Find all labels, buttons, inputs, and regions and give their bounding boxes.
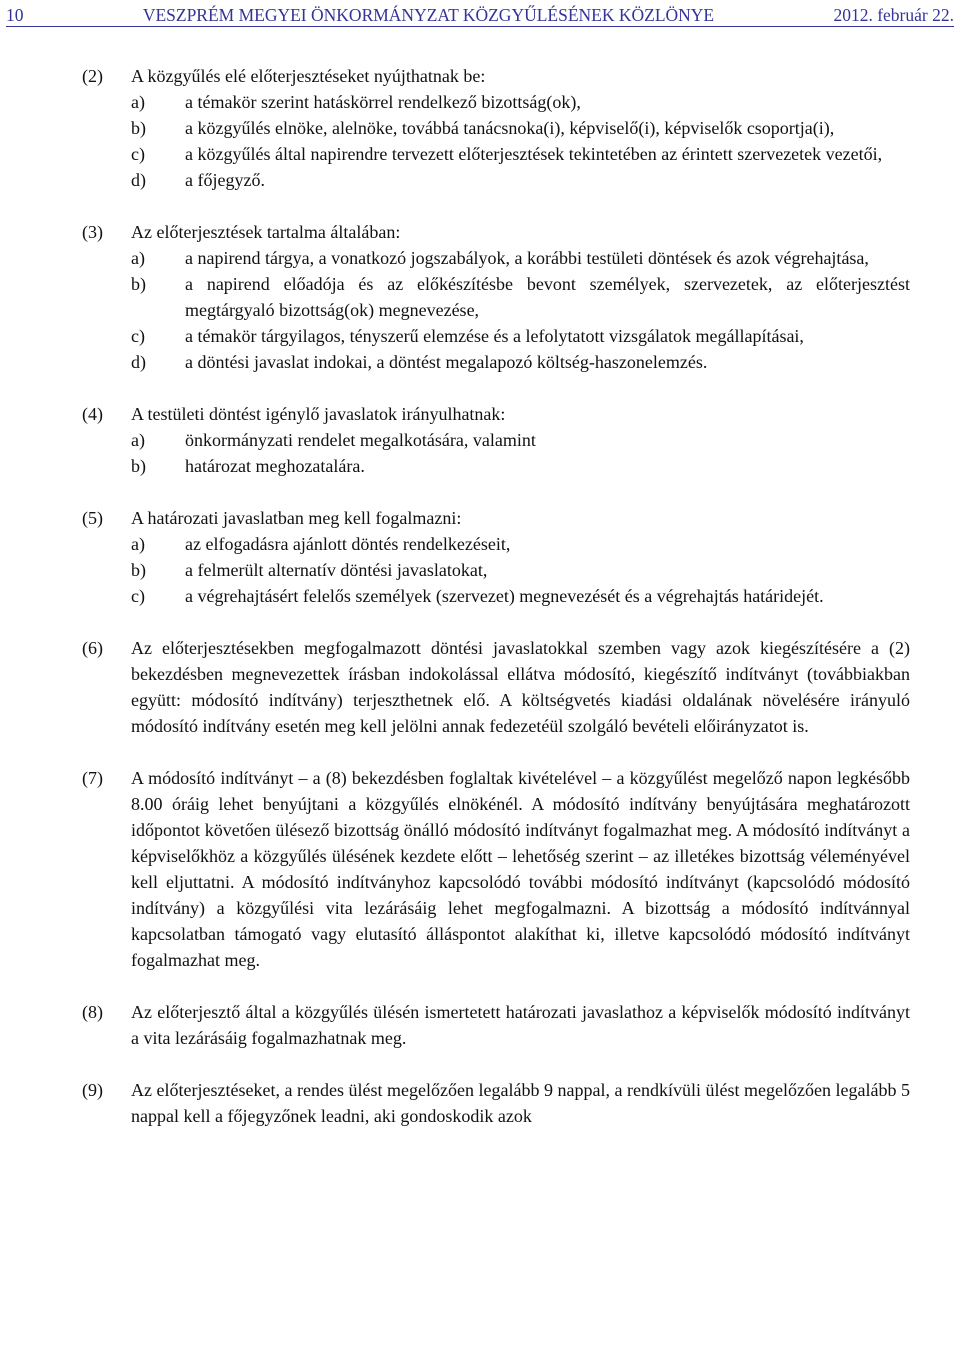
list-item-text: határozat meghozatalára. xyxy=(185,456,365,476)
paragraph xyxy=(82,505,910,609)
list-item xyxy=(131,583,910,609)
list-item-label: a) xyxy=(131,248,145,268)
paragraph-number: (3) xyxy=(82,222,103,242)
list-item-label: b) xyxy=(131,560,146,580)
list-item-text: az elfogadásra ajánlott döntés rendelkezéseit, xyxy=(185,534,511,554)
paragraph-number: (8) xyxy=(82,1002,103,1022)
paragraph-text: A módosító indítványt – a (8) bekezdésben foglaltak kivételével – a közgyűlést megelőző napon legkésőbb 8.00 óráig lehet benyújtani a közgyűlés elnökénél. A módosító indítvány benyújtására meghatározott időpontot követően ülésező bizottság önálló módosító indítványt fogalmazhat meg. A módosító indítványt a képviselőkhöz a közgyűlés ülésének kezdete előtt – lehetőség szerint – az illetékes bizottság véleményével kell eljuttatni. A módosító indítványhoz kapcsolódó további módosító indítványt (kapcsolódó módosító indítvány) a közgyűlési vita lezárásáig lehet megfogalmazni. A bizottság a módosító indítvánnyal kapcsolatban támogató vagy elutasító álláspontot alakíthat ki, illetve kapcsolódó módosító indítványt fogalmazhat meg. xyxy=(131,768,910,970)
paragraph xyxy=(82,1077,910,1129)
paragraph-number: (6) xyxy=(82,638,103,658)
list-item-label: d) xyxy=(131,170,146,190)
list-item xyxy=(131,427,910,453)
list-item-label: b) xyxy=(131,118,146,138)
paragraph xyxy=(82,765,910,973)
paragraph-number: (2) xyxy=(82,66,103,86)
list-item xyxy=(131,115,910,141)
paragraph-text: Az előterjesztő által a közgyűlés ülésén ismertetett határozati javaslathoz a képviselők módosító indítványt a vita lezárásáig fogalmazhatnak meg. xyxy=(131,1002,910,1048)
list-item-label: c) xyxy=(131,144,145,164)
list-item-label: d) xyxy=(131,352,146,372)
list-item xyxy=(131,323,910,349)
list-item-label: a) xyxy=(131,92,145,112)
list-item-text: a témakör szerint hatáskörrel rendelkező bizottság(ok), xyxy=(185,92,581,112)
list-item xyxy=(131,167,910,193)
paragraph-text: A határozati javaslatban meg kell fogalmazni: xyxy=(131,508,462,528)
publication-date: 2012. február 22. xyxy=(833,5,954,25)
list-item xyxy=(131,453,910,479)
paragraph-number: (4) xyxy=(82,404,103,424)
list-item xyxy=(131,349,910,375)
list-item xyxy=(131,89,910,115)
list-item-text: a napirend tárgya, a vonatkozó jogszabályok, a korábbi testületi döntések és azok végrehajtása, xyxy=(185,248,869,268)
paragraph xyxy=(82,635,910,739)
list-item-text: a témakör tárgyilagos, tényszerű elemzése és a lefolytatott vizsgálatok megállapításai, xyxy=(185,326,804,346)
list-item-label: b) xyxy=(131,274,146,294)
paragraph-text: A közgyűlés elé előterjesztéseket nyújthatnak be: xyxy=(131,66,486,86)
list-item-text: a főjegyző. xyxy=(185,170,265,190)
list-item-text: önkormányzati rendelet megalkotására, valamint xyxy=(185,430,536,450)
list-item-text: a végrehajtásért felelős személyek (szervezet) megnevezését és a végrehajtás határidejét. xyxy=(185,586,824,606)
list-item-text: a döntési javaslat indokai, a döntést megalapozó költség-haszonelemzés. xyxy=(185,352,708,372)
list-item-text: a napirend előadója és az előkészítésbe bevont személyek, szervezetek, az előterjesztést megtárgyaló bizottság(ok) megnevezése, xyxy=(185,274,910,320)
list-item xyxy=(131,531,910,557)
list-item xyxy=(131,245,910,271)
paragraph-number: (7) xyxy=(82,768,103,788)
list-item-label: c) xyxy=(131,326,145,346)
paragraph-number: (9) xyxy=(82,1080,103,1100)
paragraph-text: A testületi döntést igénylő javaslatok irányulhatnak: xyxy=(131,404,506,424)
paragraph xyxy=(82,63,910,193)
list-item-label: b) xyxy=(131,456,146,476)
paragraph xyxy=(82,219,910,375)
page-number: 10 xyxy=(6,5,24,25)
paragraph-text: Az előterjesztéseket, a rendes ülést megelőzően legalább 9 nappal, a rendkívüli ülést megelőzően legalább 5 nappal kell a főjegyzőnek leadni, aki gondoskodik azok xyxy=(131,1080,910,1126)
paragraph-number: (5) xyxy=(82,508,103,528)
list-item-text: a felmerült alternatív döntési javaslatokat, xyxy=(185,560,488,580)
running-header xyxy=(6,0,954,27)
publication-title: VESZPRÉM MEGYEI ÖNKORMÁNYZAT KÖZGYŰLÉSÉNEK KÖZLÖNYE xyxy=(142,5,715,25)
list-item-text: a közgyűlés elnöke, alelnöke, továbbá tanácsnoka(i), képviselő(i), képviselők csoportja(i), xyxy=(185,118,835,138)
paragraph xyxy=(82,401,910,479)
list-item-label: a) xyxy=(131,430,145,450)
list-item xyxy=(131,557,910,583)
list-item xyxy=(131,271,910,323)
paragraph-text: Az előterjesztések tartalma általában: xyxy=(131,222,401,242)
paragraph-text: Az előterjesztésekben megfogalmazott döntési javaslatokkal szemben vagy azok kiegészítésére a (2) bekezdésben megnevezettek írásban indokolással ellátva módosító, kiegészítő indítványt (továbbiakban együtt: módosító indítvány) terjeszthetnek elő. A költségvetés kiadási oldalának növelésére irányuló módosító indítvány esetén meg kell jelölni annak fedezetéül szolgáló bevételi előirányzatot is. xyxy=(131,638,910,736)
list-item xyxy=(131,141,910,167)
list-item-label: a) xyxy=(131,534,145,554)
document-body xyxy=(82,63,910,1155)
paragraph xyxy=(82,999,910,1051)
list-item-label: c) xyxy=(131,586,145,606)
list-item-text: a közgyűlés által napirendre tervezett előterjesztések tekintetében az érintett szervezetek vezetői, xyxy=(185,144,883,164)
